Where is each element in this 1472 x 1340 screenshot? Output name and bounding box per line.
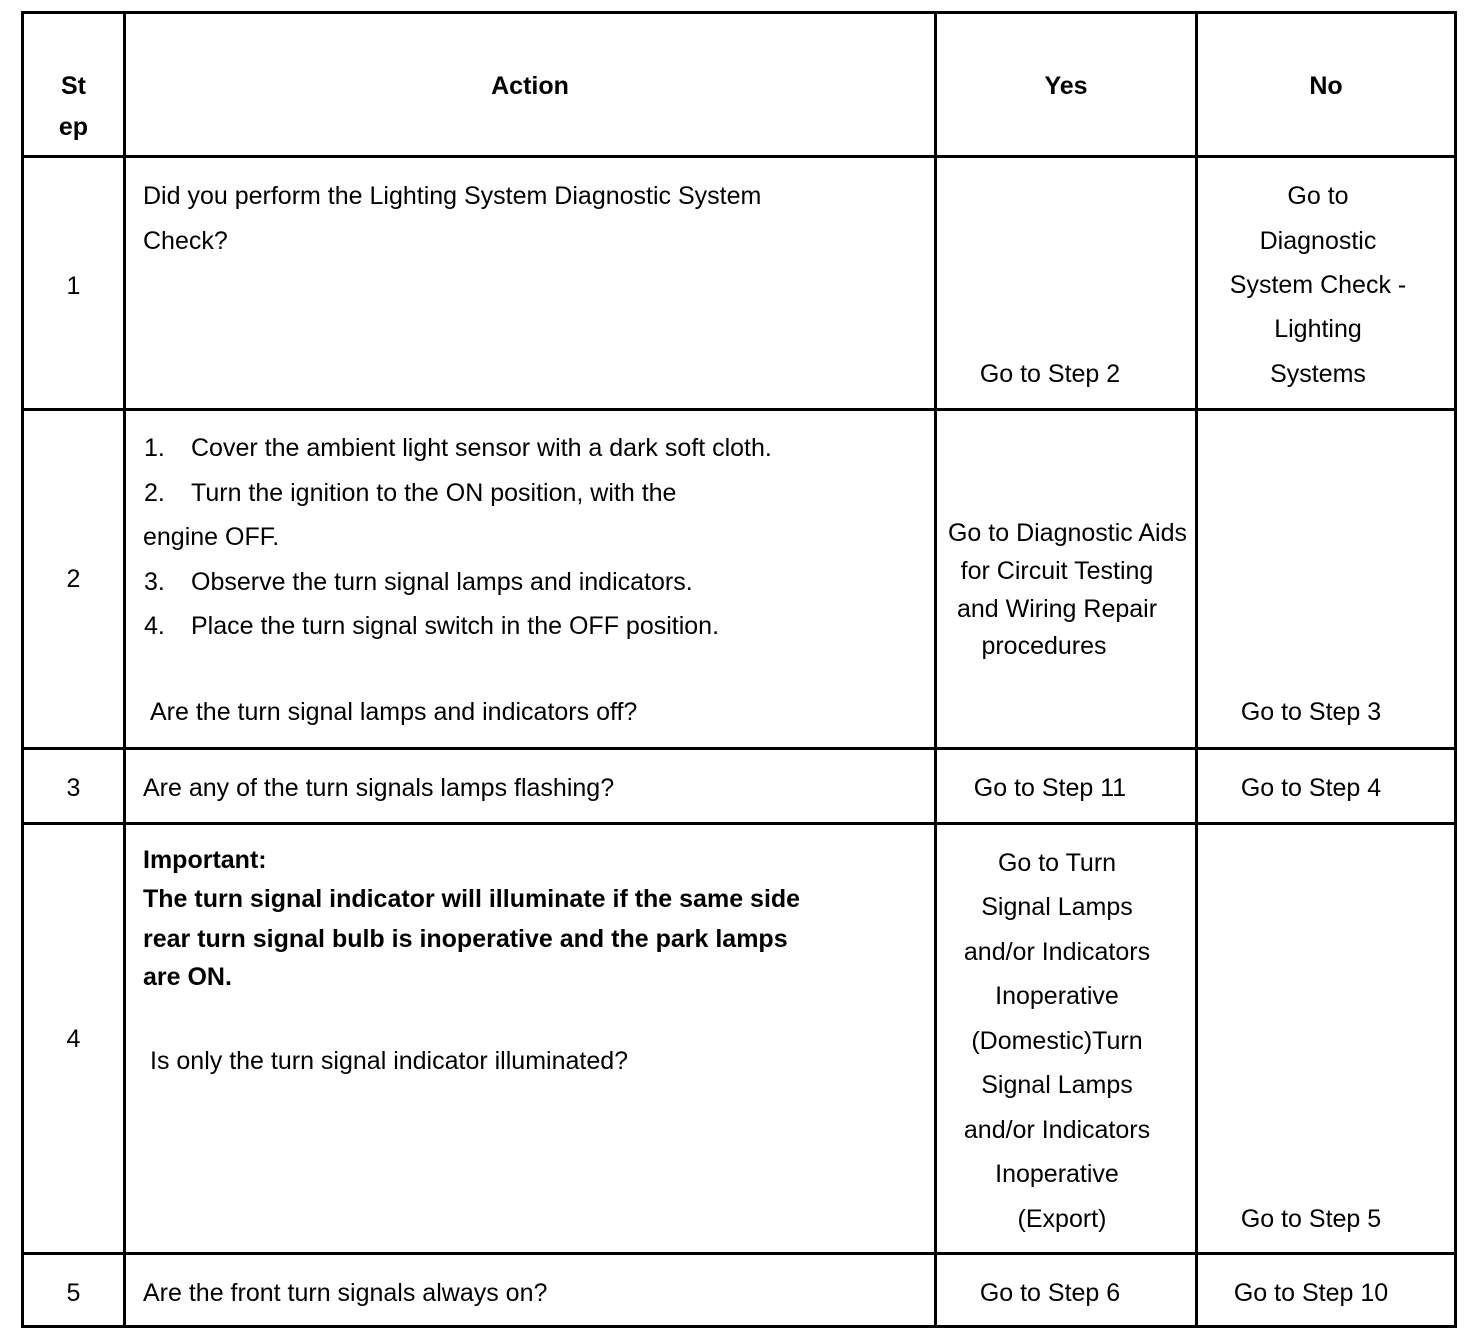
yes-text: Signal Lamps bbox=[981, 1071, 1133, 1099]
yes-cell bbox=[937, 750, 1198, 822]
list-number: 2. bbox=[144, 479, 165, 507]
yes-cell bbox=[937, 411, 1198, 747]
table-row bbox=[24, 158, 1454, 411]
yes-go-to-step-2: Go to Step 2 bbox=[979, 360, 1121, 388]
header-step-cell bbox=[24, 14, 126, 155]
header-yes: Yes bbox=[1044, 72, 1088, 100]
list-number: 4. bbox=[144, 612, 165, 640]
list-item: Cover the ambient light sensor with a dark soft cloth. bbox=[191, 434, 772, 462]
step-number: 4 bbox=[66, 1025, 81, 1053]
no-cell bbox=[1198, 750, 1454, 822]
list-number: 1. bbox=[144, 434, 165, 462]
action-cell bbox=[126, 825, 937, 1252]
step-number: 3 bbox=[66, 774, 81, 802]
important-text: The turn signal indicator will illuminate if the same side bbox=[143, 885, 801, 913]
yes-text: Go to Turn bbox=[997, 849, 1117, 877]
diagnostic-table bbox=[21, 11, 1457, 1328]
header-no: No bbox=[1309, 72, 1343, 100]
list-item: engine OFF. bbox=[143, 523, 280, 551]
yes-cell bbox=[937, 1255, 1198, 1325]
step-cell bbox=[24, 1255, 126, 1325]
yes-text: Inoperative bbox=[995, 982, 1119, 1010]
yes-text: (Domestic)Turn bbox=[971, 1027, 1143, 1055]
important-text: are ON. bbox=[143, 963, 232, 991]
no-text: Diagnostic bbox=[1259, 227, 1377, 255]
yes-text: Inoperative bbox=[995, 1160, 1119, 1188]
no-text: Go to bbox=[1287, 182, 1349, 210]
step-cell bbox=[24, 158, 126, 408]
yes-text: and/or Indicators bbox=[963, 938, 1151, 966]
yes-text: for Circuit Testing bbox=[960, 557, 1154, 585]
no-go-to-step-4: Go to Step 4 bbox=[1240, 774, 1382, 802]
action-cell bbox=[126, 158, 937, 408]
no-text: Lighting bbox=[1274, 315, 1362, 343]
table-row bbox=[24, 1255, 1454, 1325]
list-number: 3. bbox=[144, 568, 165, 596]
header-action: Action bbox=[491, 72, 569, 100]
important-label: Important: bbox=[143, 846, 267, 874]
header-step-line2: ep bbox=[58, 113, 89, 141]
yes-text: and/or Indicators bbox=[963, 1116, 1151, 1144]
table-row bbox=[24, 825, 1454, 1255]
yes-text: (Export) bbox=[1017, 1205, 1107, 1233]
list-item: Turn the ignition to the ON position, with the bbox=[191, 479, 677, 507]
question-text: Are the turn signal lamps and indicators off? bbox=[150, 698, 638, 726]
question-text: Is only the turn signal indicator illuminated? bbox=[150, 1047, 629, 1075]
no-cell bbox=[1198, 1255, 1454, 1325]
no-text: Systems bbox=[1270, 360, 1366, 388]
header-row bbox=[24, 14, 1454, 158]
no-go-to-step-3: Go to Step 3 bbox=[1240, 698, 1382, 726]
action-cell bbox=[126, 750, 937, 822]
no-go-to-step-5: Go to Step 5 bbox=[1240, 1205, 1382, 1233]
step-number: 1 bbox=[66, 272, 81, 300]
action-text: Did you perform the Lighting System Diagnostic System bbox=[143, 182, 762, 210]
step-cell bbox=[24, 750, 126, 822]
step-number: 5 bbox=[66, 1279, 81, 1307]
no-go-to-step-10: Go to Step 10 bbox=[1233, 1279, 1389, 1307]
yes-go-to-step-6: Go to Step 6 bbox=[979, 1279, 1121, 1307]
yes-cell bbox=[937, 825, 1198, 1252]
yes-text: and Wiring Repair bbox=[956, 595, 1158, 623]
action-text: Are the front turn signals always on? bbox=[143, 1279, 548, 1307]
no-cell bbox=[1198, 825, 1454, 1252]
step-cell bbox=[24, 411, 126, 747]
yes-text: procedures bbox=[981, 632, 1107, 660]
no-cell bbox=[1198, 158, 1454, 408]
yes-text: Go to Diagnostic Aids bbox=[947, 519, 1187, 547]
yes-text: Signal Lamps bbox=[981, 893, 1133, 921]
action-cell bbox=[126, 1255, 937, 1325]
header-no-cell bbox=[1198, 14, 1454, 155]
list-item: Place the turn signal switch in the OFF position. bbox=[191, 612, 720, 640]
list-item: Observe the turn signal lamps and indicators. bbox=[191, 568, 693, 596]
no-text: System Check - bbox=[1229, 271, 1407, 299]
action-text: Are any of the turn signals lamps flashing? bbox=[143, 774, 615, 802]
important-text: rear turn signal bulb is inoperative and the park lamps bbox=[143, 925, 788, 953]
table-row bbox=[24, 411, 1454, 750]
header-step-line1: St bbox=[61, 72, 86, 100]
step-number: 2 bbox=[66, 565, 81, 593]
header-yes-cell bbox=[937, 14, 1198, 155]
action-cell bbox=[126, 411, 937, 747]
action-text: Check? bbox=[143, 227, 228, 255]
header-action-cell bbox=[126, 14, 937, 155]
yes-go-to-step-11: Go to Step 11 bbox=[973, 774, 1127, 802]
yes-cell bbox=[937, 158, 1198, 408]
no-cell bbox=[1198, 411, 1454, 747]
step-cell bbox=[24, 825, 126, 1252]
table-row bbox=[24, 750, 1454, 825]
